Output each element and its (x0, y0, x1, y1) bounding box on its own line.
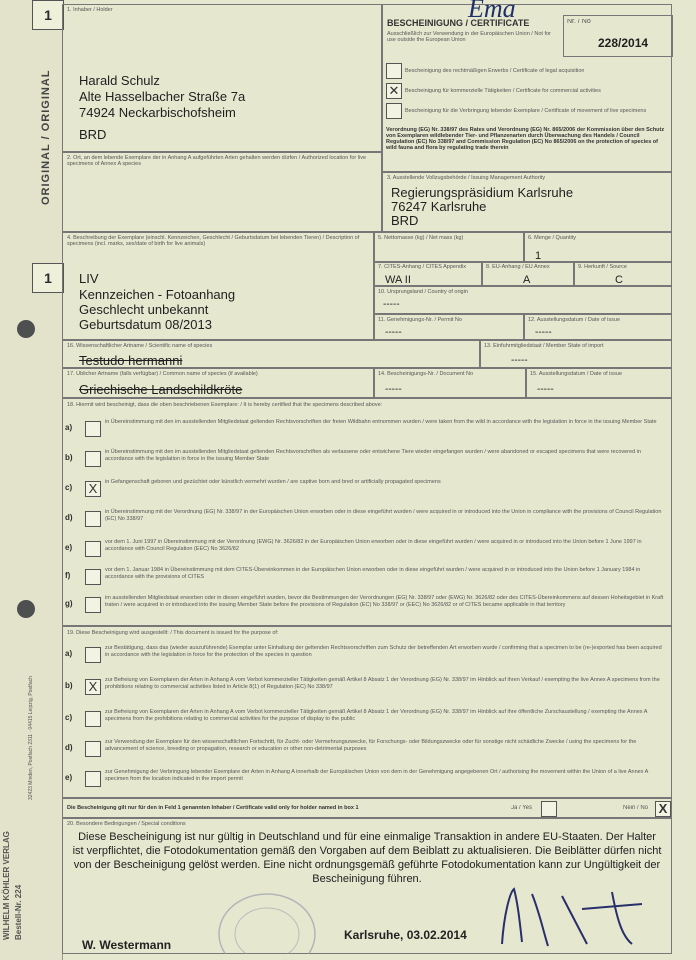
section-18-option-f (63, 565, 673, 593)
specimen-line2: Kennzeichen - Fotoanhang (79, 287, 236, 302)
option-text: zur Verwendung der Exemplare für den wissenschaftlichen Fortschritt, für Zucht- oder Vermehrungszwecke, für Forschungs- oder Bildungszwecke oder für sonstige nicht schädliche Zwecke / using the specimens for the advancement of science, breeding or propagation, research or education or other non-detrimental purposes (105, 739, 637, 752)
net-mass-label: 5. Nettomasse (kg) / Net mass (kg) (378, 235, 464, 241)
quantity-value: 1 (535, 250, 542, 262)
section-19-option-a (63, 643, 673, 671)
option-text: zur Befreiung von Exemplaren der Arten in Anhang A vom Verbot kommerzieller Tätigkeiten gemäß Artikel 8 Absatz 1 der Verordnung (EG) Nr. 338/97 im Hinblick auf ihren Verkauf / exempting the live Annex A specimens from the prohibitions relating to commercial activities listed in Article 8(1) of Regulation (EC) No 338/97 (105, 677, 660, 690)
special-conditions-label: 20. Besondere Bedingungen / Special conditions (67, 821, 186, 827)
authority-line2: 76247 Karlsruhe (391, 199, 487, 214)
option-letter: a) (65, 423, 73, 432)
holder-city: 74924 Neckarbischofsheim (79, 105, 236, 120)
quantity-box (524, 232, 672, 262)
validity-label: Die Bescheinigung gilt nur für den in Feld 1 genannten Inhaber / Certificate valid only for holder named in box 1 (67, 805, 359, 811)
option-letter: c) (65, 713, 73, 722)
handwritten-note: Ema (468, 0, 516, 23)
option-movement: Bescheinigung für die Verbringung lebender Exemplare / Certificate of movement of live specimens (405, 108, 647, 114)
cert-date-box (526, 368, 672, 398)
section-19-title: 19. Diese Bescheinigung wird ausgestellt: / This document is issued for the purpose of: (67, 630, 279, 636)
option-letter: d) (65, 513, 73, 522)
eu-annex-box (482, 262, 574, 286)
option-f-checkbox[interactable] (85, 569, 101, 585)
cert-no-label: 14. Bescheinigungs-Nr. / Document No (378, 371, 474, 377)
option-letter: e) (65, 543, 73, 552)
import-state-box (480, 340, 672, 368)
option-letter: g) (65, 599, 73, 608)
form-body (62, 4, 672, 954)
location-box (62, 152, 382, 232)
section-19-option-c (63, 707, 673, 735)
purpose-c-checkbox[interactable] (85, 711, 101, 727)
cert-date-value: ----- (537, 384, 554, 395)
permit-label: 11. Genehmigungs-Nr. / Permit No (378, 317, 462, 323)
section-18-option-d (63, 507, 673, 535)
purpose-d-checkbox[interactable] (85, 741, 101, 757)
number-label: Nr. / No (567, 19, 591, 25)
order-number: Bestell-Nr. 224 (14, 884, 23, 940)
authority-line1: Regierungspräsidium Karlsruhe (391, 185, 574, 200)
scientific-name-box (62, 340, 480, 368)
import-state-label: 13. Einfuhrmitgliedstaat / Member State of import (484, 343, 604, 349)
source-box (574, 262, 672, 286)
certificate-number: 228/2014 (598, 36, 649, 50)
section-18-option-g (63, 593, 673, 621)
section-19-option-d (63, 737, 673, 765)
holder-box (62, 4, 382, 152)
section-18-option-b (63, 447, 673, 475)
specimen-line1: LIV (79, 271, 99, 286)
option-text: zur Befreiung von Exemplaren der Arten in Anhang A vom Verbot kommerzieller Tätigkeiten gemäß Artikel 8 Absatz 1 der Verordnung (EG) Nr. 338/97 im Hinblick auf ihre öffentliche Zurschaustellung / exempting the Annex A specimens from the prohibitions relating to commercial activities for the purpose of display to the public (105, 709, 648, 722)
holder-name: Harald Schulz (79, 73, 160, 88)
cites-label: 7. CITES-Anhang / CITES Appendix (378, 264, 467, 270)
option-text: in Übereinstimmung mit den im ausstellenden Mitgliedstaat geltenden Rechtsvorschriften als verlassene oder entwichene Tiere wieder eingefangen wurden / were abandoned or escaped specimens that were recovered in accordance with the legislation in force in the issuing Member State (105, 449, 641, 462)
publisher-name: WILHELM KÖHLER VERLAG (2, 831, 11, 940)
option-b-checkbox[interactable] (85, 451, 101, 467)
punch-hole (17, 320, 35, 338)
section-19-option-b (63, 675, 673, 703)
location-label: 2. Ort, an dem lebende Exemplare der in Anhang A aufgeführten Arten gehalten werden dürfen / Authorized location for live specimens of Annex A species (67, 155, 367, 167)
cert-no-box (374, 368, 526, 398)
section-18 (62, 398, 672, 626)
authority-label: 3. Ausstellende Vollzugsbehörde / Issuing Management Authority (387, 175, 546, 181)
permit-value: ----- (385, 327, 402, 338)
cert-no-value: ----- (385, 384, 402, 395)
option-letter: f) (65, 571, 71, 580)
section-18-option-a (63, 417, 673, 445)
cites-box (374, 262, 482, 286)
cites-value: WA II (385, 274, 411, 286)
option-a-checkbox[interactable] (85, 421, 101, 437)
margin-box-number: 1 (32, 263, 64, 293)
authority-box (382, 172, 672, 232)
publisher-addresses: 32423 Minden, Postfach 2311 · 04415 Leipzig, Postfach (28, 676, 34, 800)
validity-yes-label: Ja / Yes (511, 805, 533, 811)
option-legal-acquisition-checkbox[interactable] (386, 63, 402, 79)
permit-date-value: ----- (535, 327, 552, 338)
authority-line3: BRD (391, 213, 419, 228)
validity-row (62, 798, 672, 818)
cert-date-label: 15. Ausstellungsdatum / Date of issue (530, 371, 623, 377)
option-letter: c) (65, 483, 73, 492)
section-18-option-c (63, 477, 673, 505)
import-state-value: ----- (511, 355, 528, 366)
number-box (563, 15, 673, 57)
section-19 (62, 626, 672, 798)
common-name-label: 17. Üblicher Artname (falls verfügbar) / Common name of species (if available) (67, 371, 258, 377)
certificate-title: BESCHEINIGUNG / CERTIFICATE (387, 18, 530, 28)
source-value: C (615, 274, 623, 286)
eu-annex-value: A (523, 274, 531, 286)
option-text: im ausstellenden Mitgliedstaat erworben oder in diesen eingeführt wurden, bevor die Bestimmungen der Verordnungen (EG) Nr. 338/97 oder (EWG) Nr. 3626/82 oder des CITES-Übereinkommens auf dessen Hoheitsgebiet in Kraft traten / were acquired in or introduced into the issuing Member State before the provisions of Regulation (EC) No 338/97 or (EEC) No 3626/82 or of CITES became applicable in that territory (105, 595, 664, 608)
specimen-label: 4. Beschreibung der Exemplare (einschl. Kennzeichen, Geschlecht / Geburtsdatum bei lebenden Tieren) / Description of specimens (incl. marks, sex/date of birth for live animals) (67, 235, 360, 247)
signatory-name: W. Westermann (82, 938, 172, 952)
section-18-option-e (63, 537, 673, 565)
validity-no-label: Nein / No (623, 805, 649, 811)
net-mass-box (374, 232, 524, 262)
eu-annex-label: 8. EU-Anhang / EU Annex (486, 264, 550, 270)
option-text: in Übereinstimmung mit den im ausstellenden Mitgliedstaat geltenden Rechtsvorschriften der freien Wildbahn entnommen wurden / were taken from the wild in accordance with the legislation in force in the issuing Member State (105, 419, 657, 425)
specimen-box (62, 232, 374, 340)
validity-no-checkbox[interactable]: X (655, 801, 671, 817)
purpose-b-checkbox[interactable]: X (85, 679, 101, 695)
option-c-checkbox[interactable]: X (85, 481, 101, 497)
original-label: ORIGINAL / ORIGINAL (40, 69, 52, 205)
option-letter: e) (65, 773, 73, 782)
place-date: Karlsruhe, 03.02.2014 (344, 928, 467, 942)
option-g-checkbox[interactable] (85, 597, 101, 613)
origin-box (374, 286, 672, 314)
source-label: 9. Herkunft / Source (578, 264, 627, 270)
scientific-name: Testudo hermanni (79, 353, 183, 368)
origin-label: 10. Ursprungsland / Country of origin (378, 289, 468, 295)
option-commercial: Bescheinigung für kommerzielle Tätigkeiten / Certificate for commercial activities (405, 88, 601, 94)
validity-yes-checkbox[interactable] (541, 801, 557, 817)
special-conditions-text: Diese Bescheinigung ist nur gültig in Deutschland und für eine einmalige Transaktion in andere EU-Staaten. Der Halter ist verpflichtet, die Fotodokumentation gemäß den Vorgaben auf dem Beiblatt zu aktualisieren. Die Beiblätter dürfen nicht von der Bescheinigung gelöst werden. Eine nicht ordnungsgemäß geführte Fotodokumentation kann zur Ungültigkeit der Bescheinigung führen. (72, 831, 662, 885)
holder-country: BRD (79, 127, 107, 142)
scientific-name-label: 16. Wissenschaftlicher Artname / Scientific name of species (67, 343, 213, 349)
specimen-line3: Geschlecht unbekannt (79, 302, 209, 317)
origin-value: ----- (383, 299, 400, 310)
section-19-option-e (63, 767, 673, 795)
option-d-checkbox[interactable] (85, 511, 101, 527)
regulation-text: Verordnung (EG) Nr. 338/97 des Rates und Verordnung (EG) Nr. 865/2006 der Kommission über den Schutz von Exemplaren wildlebender Tier- und Pflanzenarten durch Überwachung des Handels / Council Regulation (EC) No 338/97 and Commission Regulation (EC) No 865/2006 on the protection of species of wild fauna and flora by regulating trade therein (386, 127, 665, 151)
margin-strip (0, 0, 63, 960)
permit-date-box (524, 314, 672, 340)
holder-street: Alte Hasselbacher Straße 7a (79, 89, 246, 104)
official-stamp (212, 888, 322, 954)
option-e-checkbox[interactable] (85, 541, 101, 557)
permit-box (374, 314, 524, 340)
holder-label: 1. Inhaber / Holder (67, 7, 113, 13)
option-text: vor dem 1. Juni 1997 in Übereinstimmung mit der Verordnung (EWG) Nr. 3626/82 in der Europäischen Union erworben oder in diese eingeführt wurden / were acquired in or introduced into the Union before 1 June 1997 in accordance with Council Regulation (EEC) No 3626/82 (105, 539, 642, 552)
certificate-subtitle: Ausschließlich zur Verwendung in der Europäischen Union / Not for use outside the European Union (387, 31, 551, 43)
punch-hole (17, 600, 35, 618)
option-text: zur Bestätigung, dass das (wieder auszuführende) Exemplar unter Einhaltung der geltenden Rechtsvorschriften zum Schutz der betreffenden Art erworben wurde / confirming that a specimen to be (re-)exported has been acquired in accordance with the legislation in force for the protection of the species in question (105, 645, 662, 658)
purpose-a-checkbox[interactable] (85, 647, 101, 663)
option-text: in Übereinstimmung mit der Verordnung (EG) Nr. 338/97 in der Europäischen Union erworben oder in diese eingeführt wurden / were acquired in or introduced into the Union in compliance with the provisions of Council Regulation (EC) No 338/97 (105, 509, 662, 522)
option-legal-acquisition: Bescheinigung des rechtmäßigen Erwerbs / Certificate of legal acquisition (405, 68, 585, 74)
option-text: zur Genehmigung der Verbringung lebender Exemplare der Arten in Anhang A innerhalb der Europäischen Union von dem in der Genehmigung angegebenen Ort / authorising the movement within the Union of a live Annex A specimen from the location indicated in the import permit (105, 769, 649, 782)
option-letter: d) (65, 743, 73, 752)
option-letter: a) (65, 649, 73, 658)
permit-date-label: 12. Ausstellungsdatum / Date of issue (528, 317, 621, 323)
purpose-e-checkbox[interactable] (85, 771, 101, 787)
section-18-title: 18. Hiermit wird bescheinigt, dass die oben beschriebenen Exemplare: / It is hereby certified that the specimens described above: (67, 402, 383, 408)
specimen-line4: Geburtsdatum 08/2013 (79, 317, 212, 332)
common-name: Griechische Landschildkröte (79, 382, 243, 397)
option-text: in Gefangenschaft geboren und gezüchtet oder künstlich vermehrt wurden / are captive born and bred or artificially propagated specimens (105, 479, 441, 485)
margin-box-top: 1 (32, 0, 64, 30)
option-movement-checkbox[interactable] (386, 103, 402, 119)
common-name-box (62, 368, 374, 398)
signature-scribble (492, 884, 672, 954)
option-commercial-checkbox[interactable]: ✕ (386, 83, 402, 99)
option-text: vor dem 1. Januar 1984 in Übereinstimmung mit dem CITES-Übereinkommen in der Europäischen Union erworben oder in diese eingeführt wurden / were acquired in or introduced into the Union before 1 January 1984 in accordance with the provisions of CITES (105, 567, 641, 580)
option-letter: b) (65, 681, 73, 690)
quantity-label: 6. Menge / Quantity (528, 235, 576, 241)
option-letter: b) (65, 453, 73, 462)
certificate-header (382, 4, 672, 172)
